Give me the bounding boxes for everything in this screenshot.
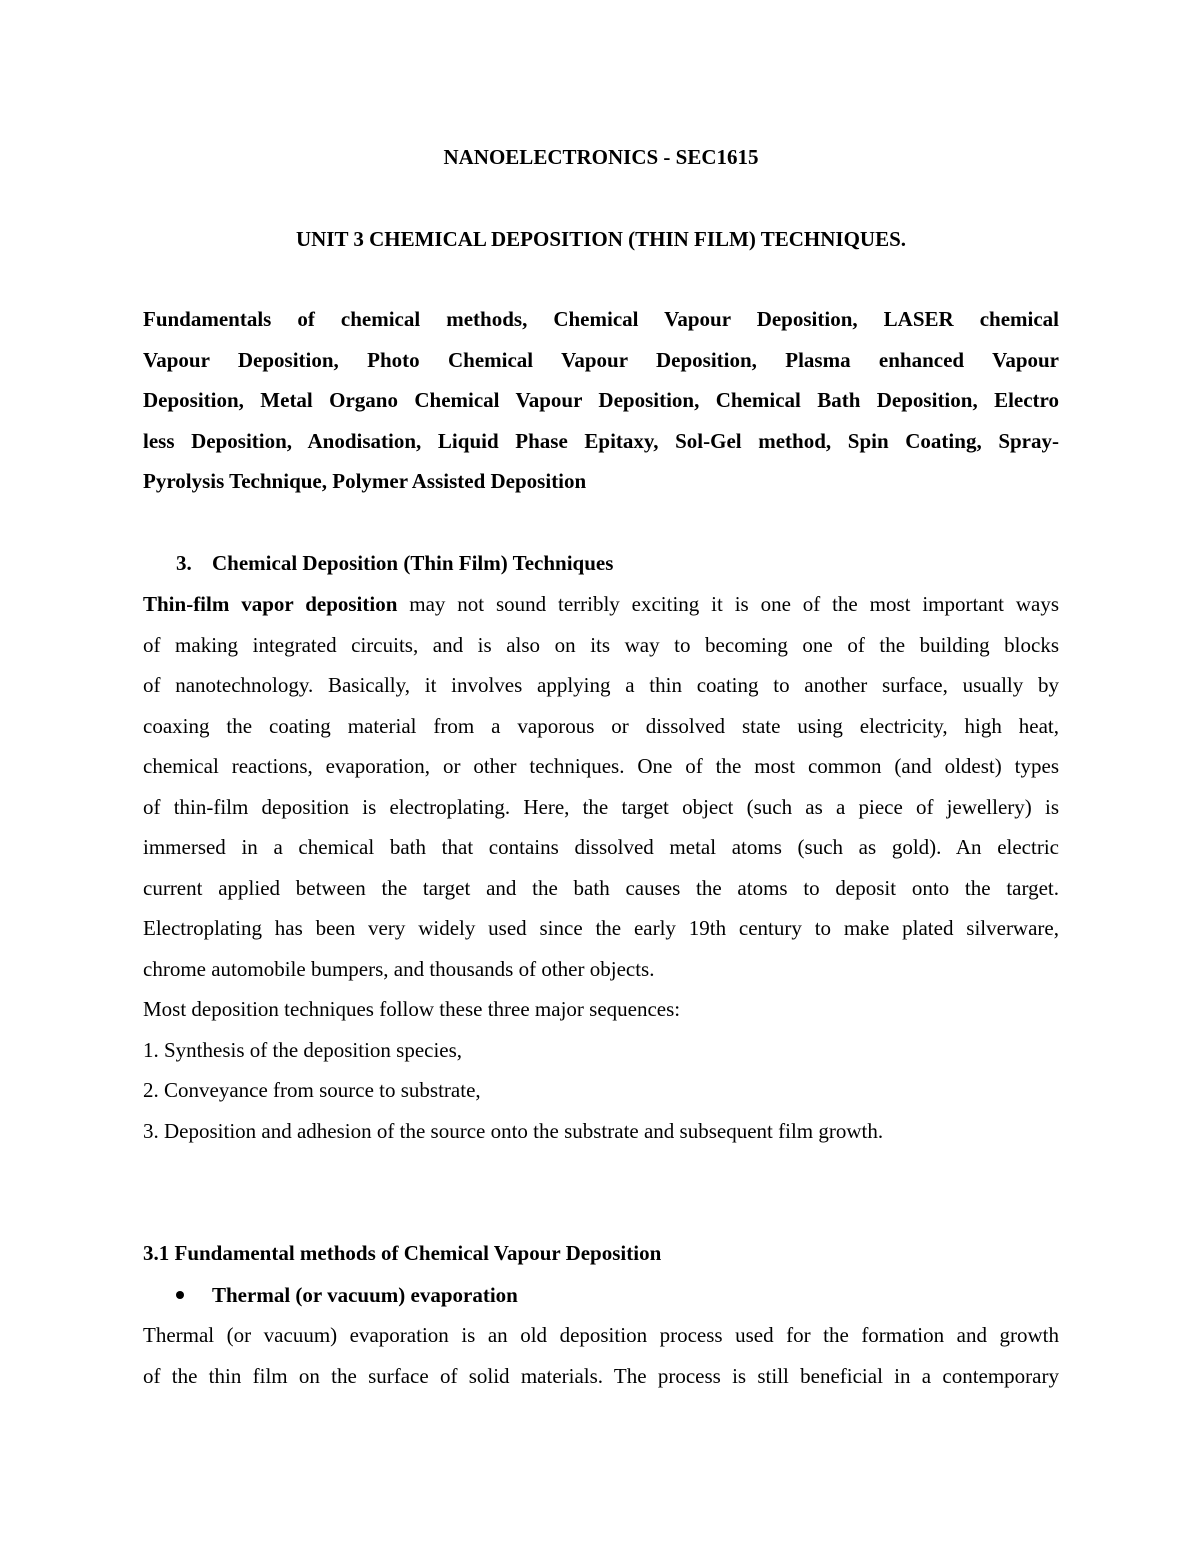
sequence-item: 1. Synthesis of the deposition species, <box>143 1037 463 1062</box>
section-3-title: Chemical Deposition (Thin Film) Techniques <box>212 551 614 575</box>
section-3-number: 3. <box>176 551 192 575</box>
section-31-paragraph <box>143 1322 1059 1403</box>
body-line: chrome automobile bumpers, and thousands of other objects. <box>143 956 655 981</box>
syllabus-line: Fundamentals of chemical methods, Chemical Vapour Deposition, LASER chemical <box>143 307 1059 331</box>
body-line: Electroplating has been very widely used since the early 19th century to make plated silverware, <box>143 916 1059 940</box>
sequence-intro: Most deposition techniques follow these three major sequences: <box>143 997 681 1021</box>
sequence-item: 3. Deposition and adhesion of the source onto the substrate and subsequent film growth. <box>143 1118 884 1143</box>
unit-title: UNIT 3 CHEMICAL DEPOSITION (THIN FILM) TECHNIQUES. <box>295 227 907 251</box>
sequence-item: 2. Conveyance from source to substrate, <box>143 1078 481 1102</box>
body-line: immersed in a chemical bath that contains dissolved metal atoms (such as gold). An electric <box>143 835 1059 859</box>
syllabus-line: Deposition, Metal Organo Chemical Vapour Deposition, Chemical Bath Deposition, Electro <box>143 388 1059 412</box>
syllabus-paragraph <box>143 306 1059 509</box>
course-title: NANOELECTRONICS - SEC1615 <box>443 145 759 169</box>
body-line: chemical reactions, evaporation, or other techniques. One of the most common (and oldest) types <box>143 754 1059 778</box>
syllabus-line: Pyrolysis Technique, Polymer Assisted Deposition <box>143 469 587 493</box>
syllabus-line: less Deposition, Anodisation, Liquid Phase Epitaxy, Sol-Gel method, Spin Coating, Spray- <box>143 428 1059 453</box>
lead-rest-text: may not sound terribly exciting it is one of the most important ways <box>397 592 1059 616</box>
body-line: current applied between the target and the bath causes the atoms to deposit onto the target. <box>143 875 1059 900</box>
body-line: Thermal (or vacuum) evaporation is an old deposition process used for the formation and growth <box>143 1323 1059 1347</box>
lead-bold-text: Thin-film vapor deposition <box>143 592 398 616</box>
section-31-title: 3.1 Fundamental methods of Chemical Vapour Deposition <box>143 1241 662 1265</box>
body-line-lead <box>143 591 1059 632</box>
section-3-paragraph <box>143 591 1059 1158</box>
body-line: of thin-film deposition is electroplating. Here, the target object (such as a piece of jewellery) is <box>143 794 1059 819</box>
body-line: of nanotechnology. Basically, it involves applying a thin coating to another surface, usually by <box>143 673 1059 697</box>
syllabus-line: Vapour Deposition, Photo Chemical Vapour Deposition, Plasma enhanced Vapour <box>143 347 1059 372</box>
bullet-icon <box>176 1291 184 1299</box>
body-line: of making integrated circuits, and is also on its way to becoming one of the building blocks <box>143 632 1059 657</box>
bullet-title: Thermal (or vacuum) evaporation <box>212 1283 518 1307</box>
body-line: coaxing the coating material from a vaporous or dissolved state using electricity, high heat, <box>143 713 1059 738</box>
body-line: of the thin film on the surface of solid materials. The process is still beneficial in a contemporary <box>143 1363 1059 1388</box>
